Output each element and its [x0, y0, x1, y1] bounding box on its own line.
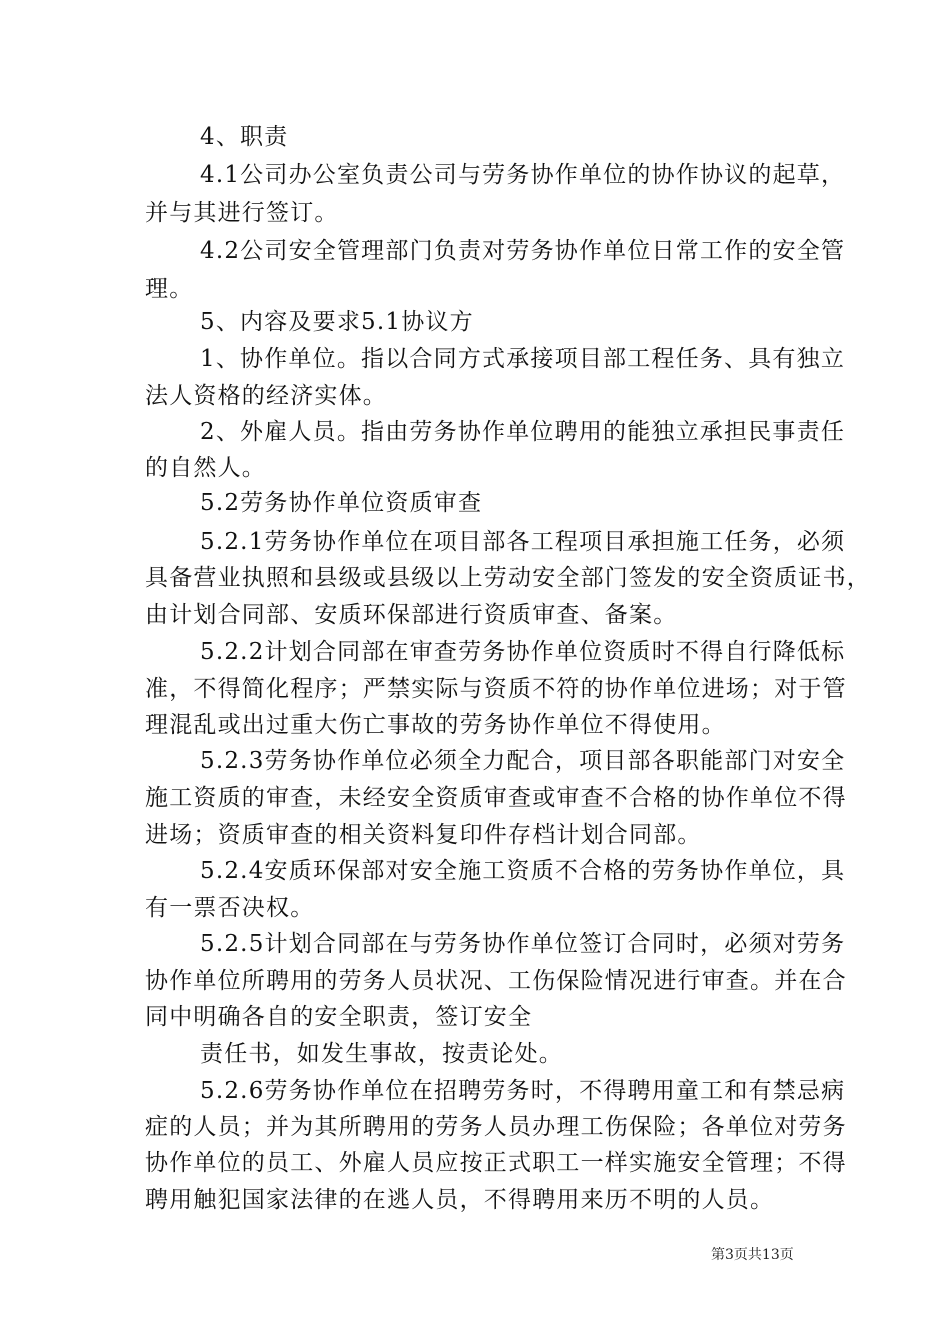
- text-line: 4.1公司办公室负责公司与劳务协作单位的协作协议的起草，: [200, 162, 846, 188]
- text-line: 5.2.6劳务协作单位在招聘劳务时，不得聘用童工和有禁忌病: [200, 1078, 846, 1104]
- text-line: 症的人员；并为其所聘用的劳务人员办理工伤保险；各单位对劳务: [145, 1114, 847, 1140]
- text-line: 并与其进行签订。: [145, 200, 339, 226]
- text-line: 4.2公司安全管理部门负责对劳务协作单位日常工作的安全管: [200, 238, 846, 264]
- text-line: 理混乱或出过重大伤亡事故的劳务协作单位不得使用。: [145, 712, 726, 738]
- text-line: 5.2.4安质环保部对安全施工资质不合格的劳务协作单位，具: [200, 858, 846, 884]
- text-line: 5.2.2计划合同部在审查劳务协作单位资质时不得自行降低标: [200, 639, 846, 665]
- text-line: 5.2.1劳务协作单位在项目部各工程项目承担施工任务，必须: [200, 529, 846, 555]
- text-line: 5、内容及要求5.1协议方: [200, 309, 474, 335]
- text-line: 进场；资质审查的相关资料复印件存档计划合同部。: [145, 822, 702, 848]
- text-line: 理。: [145, 276, 194, 302]
- text-line: 有一票否决权。: [145, 895, 315, 921]
- text-line: 4、职责: [200, 124, 289, 150]
- text-line: 的自然人。: [145, 455, 266, 481]
- text-line: 责任书，如发生事故，按责论处。: [200, 1041, 563, 1067]
- text-line: 1、协作单位。指以合同方式承接项目部工程任务、具有独立: [200, 346, 846, 372]
- text-line: 协作单位所聘用的劳务人员状况、工伤保险情况进行审查。并在合: [145, 968, 847, 994]
- text-line: 由计划合同部、安质环保部进行资质审查、备案。: [145, 602, 678, 628]
- text-line: 准，不得简化程序；严禁实际与资质不符的协作单位进场；对于管: [145, 676, 847, 702]
- text-line: 5.2劳务协作单位资质审查: [200, 490, 483, 516]
- text-line: 协作单位的员工、外雇人员应按正式职工一样实施安全管理；不得: [145, 1150, 847, 1176]
- page-number: 第3页共13页: [711, 1247, 794, 1263]
- text-line: 聘用触犯国家法律的在逃人员，不得聘用来历不明的人员。: [145, 1187, 775, 1213]
- text-line: 2、外雇人员。指由劳务协作单位聘用的能独立承担民事责任: [200, 419, 846, 445]
- text-line: 法人资格的经济实体。: [145, 383, 387, 409]
- text-line: 施工资质的审查，未经安全资质审查或审查不合格的协作单位不得: [145, 785, 847, 811]
- text-line: 具备营业执照和县级或县级以上劳动安全部门签发的安全资质证书，: [145, 565, 871, 591]
- text-line: 5.2.5计划合同部在与劳务协作单位签订合同时，必须对劳务: [200, 931, 846, 957]
- text-line: 5.2.3劳务协作单位必须全力配合，项目部各职能部门对安全: [200, 748, 846, 774]
- text-line: 同中明确各自的安全职责，签订安全: [145, 1004, 533, 1030]
